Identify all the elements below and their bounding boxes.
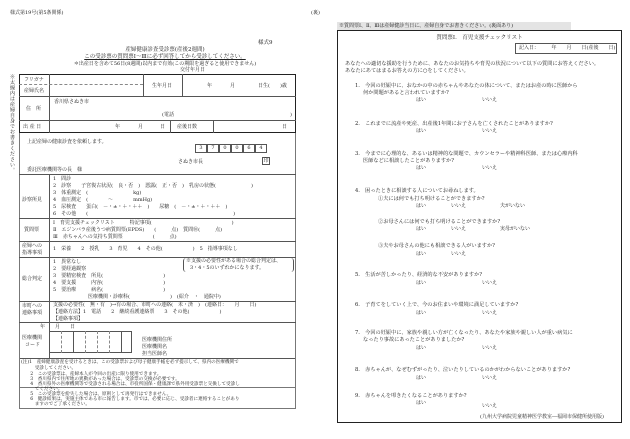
facility-address-label: 医療機関住所 — [142, 337, 173, 343]
code-digit: 0 — [219, 144, 231, 153]
birth-date-label: 出 産 日 — [23, 124, 42, 130]
findings-item[interactable]: 4 血圧測定 ( ～ mmHg) — [53, 197, 153, 203]
answer-no[interactable]: いいえ — [482, 280, 498, 286]
divider — [49, 74, 50, 133]
questionnaire-title: 質問票Ⅰ. 育児支援チェックリスト — [436, 35, 523, 41]
overall-item[interactable]: 2 要経過観察 — [53, 266, 87, 272]
answer-no[interactable]: いいえ — [482, 403, 498, 409]
question-4-2: ②お母さんには何でも打ち明けることができますか? — [378, 219, 501, 225]
findings-item[interactable]: 2 診察 子宮復古状況( 良・否 ) 悪露( 正・否 ) 乳房の状態( ) — [53, 183, 253, 189]
note-line: 3 香川県内で住所地の異動があった場合は、受診票の交換が必要です。 — [21, 377, 180, 382]
overall-note: 3・4・5のいずれかになります。 — [190, 265, 265, 271]
postpartum-days-unit: 日 — [282, 124, 288, 130]
note-line: 6 健診結果は、実施主体である市に報告します。市では、必要に応じ、受診者に連絡することがあり — [21, 397, 240, 402]
divider — [97, 331, 98, 353]
answer-yes[interactable]: はい — [416, 310, 427, 316]
answer-no[interactable]: いいえ — [482, 165, 498, 171]
entry-date-field[interactable]: 記入日： 年 月 日(産後 日) — [515, 43, 617, 54]
intro-text: あなたへの適切な援助を行うために、あなたのお気持ちや育児の状況について以下の質問にお答えください。 — [345, 61, 600, 67]
question-1: 1. 今回の妊娠中に、おなかの中の赤ちゃんやあなたの体について、またはお産の時に医師から — [355, 83, 578, 89]
note-line: 5 この受診票を紛失した場合は、原則として再発行はできません。 — [21, 392, 172, 397]
exam-date[interactable]: 年 月 日 — [40, 324, 76, 330]
answer-no[interactable]: いいえ — [482, 345, 498, 351]
answer-no[interactable]: いいえ — [451, 203, 467, 209]
answer-no-mother[interactable]: 実母がいない — [500, 226, 531, 232]
divider — [19, 84, 143, 85]
findings-item[interactable]: 6 その他 ( ) — [53, 211, 236, 217]
overall-note: ※支援の必要性がある場合の総合判定は、 — [186, 258, 282, 264]
facility-code-label: コード — [25, 342, 41, 348]
source-credit: (九州大学病院児童精神医学教室―福岡市保健所使用版) — [480, 414, 604, 420]
findings-label: 診察所見 — [22, 197, 43, 203]
note-line: ますのでご了承ください。 — [21, 402, 90, 407]
answer-yes[interactable]: はい — [416, 345, 427, 351]
seal-stamp: 印 — [263, 158, 269, 164]
answer-yes[interactable]: はい — [416, 203, 427, 209]
answer-no[interactable]: いいえ — [451, 251, 467, 257]
overall-item[interactable]: 1 異常なし — [53, 259, 82, 265]
code-digit: 6 — [243, 144, 255, 153]
contact-line[interactable]: 【連絡方法】1 電話 2 継続看護連絡票 3 その他( ) — [53, 309, 222, 315]
divider — [213, 120, 214, 133]
divider — [19, 241, 296, 242]
validity-note: ＊出産日を含めて56日(8週間)以内まで有効(この期限を過ぎると使用できません) — [73, 61, 257, 67]
dob-label: 生年月日 — [152, 83, 173, 89]
note-line: (注)1 産婦健康診査を受けるときは、この受診票および母子健康手帳を必ず提示して、県内の医療機関で — [21, 360, 239, 365]
doctor-name-label: 担当医師名 — [142, 351, 168, 357]
overall-item[interactable]: 4 要支援 内容( ) — [53, 280, 166, 286]
divider — [182, 74, 183, 96]
note-line: 受診してください。 — [21, 366, 77, 371]
overall-item[interactable]: 3 要精密検査 所見( ) — [53, 273, 166, 279]
divider — [19, 174, 296, 175]
answer-no-husband[interactable]: 夫がいない — [500, 203, 526, 209]
vertical-instruction: ※太線内は産婦自身でお書きください。 — [9, 74, 15, 173]
note-line: 4 香川県外の医療機関等で受診される場合は、市役所国保・健康課で県外用受診票と交換して受診し — [21, 382, 240, 387]
phone-close: ) — [290, 112, 292, 118]
question-4: 4. 困ったときに相談する人についてお尋ねします。 — [355, 188, 479, 194]
answer-yes[interactable]: はい — [416, 400, 427, 406]
question-1-cont: 何か問題があると言われていますか? — [363, 90, 449, 96]
question-7: 7. 今回の妊娠中に、家族や親しい方が亡くなったり、あなたや家族や親しい人が重い病気に — [355, 330, 573, 336]
back-side-label: (裏) — [311, 10, 320, 16]
question-6: 6. 子育てをしていく上で、今のお住まいや環境に満足していますか? — [355, 302, 519, 308]
answer-yes[interactable]: はい — [416, 375, 427, 381]
contact-label: 連絡事項 — [22, 310, 43, 316]
answer-yes[interactable]: はい — [416, 280, 427, 286]
answer-no[interactable]: いいえ — [482, 128, 498, 134]
question-8: 8. 赤ちゃんが、なぜむずがったり、泣いたりしているのかがわからないことがありますか? — [355, 367, 571, 373]
divider — [85, 331, 86, 353]
code-digit: 3 — [195, 144, 207, 153]
address-value[interactable]: 香川県さぬき市 — [54, 99, 90, 105]
findings-item: 1 問診 — [53, 176, 72, 182]
overall-item[interactable]: 医療機関・診療科( ) (紹介 ・ 通院中) — [53, 294, 221, 300]
note-line: てください。 — [21, 387, 63, 392]
question-3-cont: 医師などに相談したことがありますか? — [363, 158, 454, 164]
phone-label: (電話 — [162, 112, 174, 118]
form-subtitle: この受診票の質問票Ⅰ～Ⅲに必ず回答してから受診してください。 — [84, 54, 246, 60]
divider — [19, 120, 296, 121]
question-7-cont: なったり事故にあったことがありましたか? — [363, 337, 465, 343]
birth-year: 年 — [115, 124, 121, 130]
mayor-label: さぬき市長 — [178, 159, 204, 165]
divider — [109, 331, 110, 353]
postpartum-days-label: 産後日数 — [177, 124, 198, 130]
issue-date-label: 交付年月日 — [180, 67, 206, 73]
divider — [19, 96, 296, 97]
questionnaire-instruction: ※質問票Ⅰ、Ⅱ、Ⅲは産婦健診当日に、産婦自身でお書きください。(裏面あり) — [337, 22, 571, 30]
answer-no[interactable]: いいえ — [451, 226, 467, 232]
answer-no[interactable]: いいえ — [482, 97, 498, 103]
facility-name-label: 医療機関名 — [142, 344, 168, 350]
request-text: 上記産婦の健康診査を依頼します。 — [27, 139, 107, 145]
dob-year: 年 — [207, 83, 213, 89]
code-digit: 4 — [255, 144, 267, 153]
question-5: 5. 生活が苦しかったり、経済的な不安がありますか? — [355, 272, 483, 278]
name-input[interactable] — [51, 86, 141, 95]
birth-day: 日 — [160, 124, 166, 130]
note-line: 2 この受診票は、産婦本人が今回の出産に限り使用できます。 — [21, 372, 162, 377]
overall-item[interactable]: 5 要治療 病名( ) — [53, 287, 166, 293]
question-4-1: ①夫には何でも打ち明けることができますか? — [378, 196, 485, 202]
question-2: 2. これまでに流産や死産、出産後1年間にお子さんを亡くされたことがありますか? — [355, 121, 553, 127]
answer-no[interactable]: いいえ — [482, 375, 498, 381]
answer-yes[interactable]: はい — [416, 165, 427, 171]
intro-text: あなたにあてはまるお答えの方に○をしてください。 — [345, 68, 469, 74]
code-digit: 7 — [207, 144, 219, 153]
contact-line[interactable]: 支援の必要性( 無・有 )→有の場合、市町への連絡( 未・済 ) (連絡日： 月 日) — [53, 302, 257, 308]
answer-yes[interactable]: はい — [416, 128, 427, 134]
form-title: 産婦健康診査受診票(産後2週間) — [125, 47, 205, 53]
facility-code-label: 医療機関 — [22, 335, 43, 341]
divider — [61, 331, 62, 353]
answer-yes[interactable]: はい — [416, 226, 427, 232]
code-digit: 0 — [231, 144, 243, 153]
question-4-3: ③夫やお母さんの他にも相談できる人がいますか? — [378, 243, 495, 249]
furigana-input[interactable] — [51, 75, 141, 83]
answer-yes[interactable]: はい — [416, 251, 427, 257]
questionnaire-item[interactable]: Ⅱ エジンバラ産後うつ病質問票(EPDS) ( 点) 質問⑩( 点) — [53, 227, 223, 233]
name-label: 産婦氏名 — [24, 88, 45, 94]
divider — [19, 322, 296, 323]
question-3: 3. 今までに心理的な、あるいは精神的な問題で、カウンセラーや精神科医師、または心療内科 — [355, 151, 578, 157]
findings-item[interactable]: 3 体重測定 ( kg) — [53, 190, 142, 196]
overall-label: 総合判定 — [22, 276, 43, 282]
guidance-label: 産婦への — [22, 243, 43, 249]
guidance-options[interactable]: 1 栄養 2 授乳 3 育児 4 その他( ) 5 指導事項なし — [53, 246, 238, 252]
questionnaire-item[interactable]: Ⅲ 赤ちゃんへの気持ち質問票 ( 点) — [53, 234, 177, 240]
addressee: 委託医療機関等の長 様 — [27, 167, 83, 173]
divider — [121, 331, 122, 353]
findings-item[interactable]: 5 尿検査 蛋白( －・±・＋・＋＋ ) 尿糖 ( －・±・＋・＋＋ ) — [53, 204, 228, 210]
contact-line: 【連絡事項】 — [53, 316, 84, 322]
question-9: 9. 赤ちゃんを叩きたくなることがありますか? — [355, 393, 467, 399]
questionnaire-label: 質問票 — [24, 227, 40, 233]
contact-label: 市町への — [22, 303, 43, 309]
notes-frame — [19, 358, 296, 409]
birth-month: 月 — [138, 124, 144, 130]
form-id-label: 様式第19号(第5条関係) — [10, 10, 64, 16]
divider — [143, 74, 144, 96]
form-number: 様式9 — [258, 40, 273, 46]
questionnaire-item[interactable]: Ⅰ 育児支援チェックリスト 特記事項( ) — [53, 220, 234, 226]
divider — [170, 120, 171, 133]
divider — [19, 218, 296, 219]
answer-no[interactable]: いいえ — [482, 310, 498, 316]
guidance-label: 指導事項 — [22, 250, 43, 256]
dob-day-age: 日生( )歳 — [258, 83, 287, 89]
answer-yes[interactable]: はい — [416, 97, 427, 103]
divider — [73, 331, 74, 353]
dob-month: 月 — [230, 83, 236, 89]
furigana-label: フリガナ — [24, 77, 44, 83]
address-label: 住 所 — [26, 106, 42, 112]
